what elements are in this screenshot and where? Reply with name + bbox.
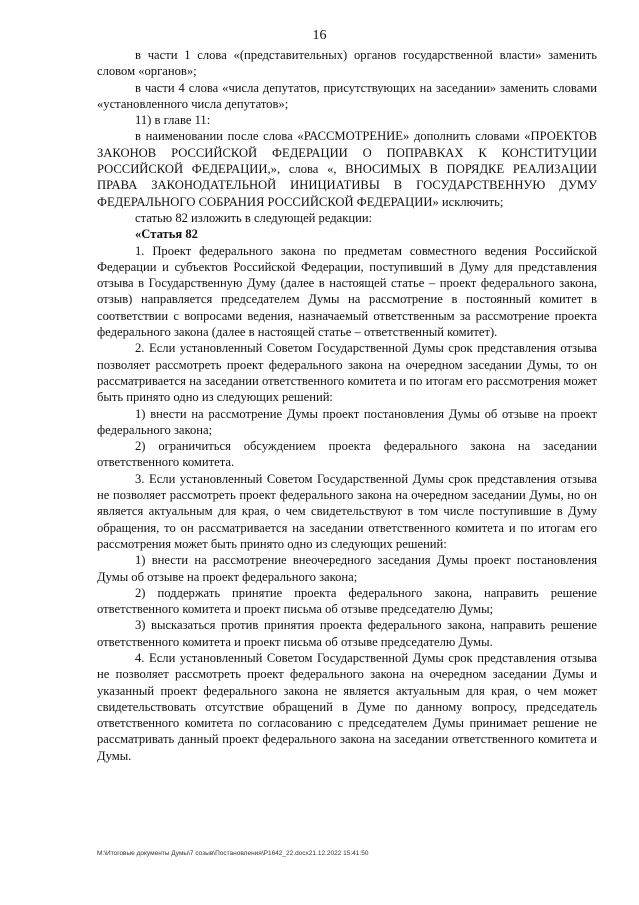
- paragraph: в части 4 слова «числа депутатов, присутствующих на заседании» заменить словами «установленного числа депутатов»;: [97, 80, 597, 111]
- paragraph: 11) в главе 11:: [135, 113, 211, 128]
- article-paragraph: 2) поддержать принятие проекта федерального закона, направить решение ответственного комитета и проект письма об отзыве председателю Думы;: [97, 585, 597, 617]
- article-paragraph: 1) внести на рассмотрение внеочередного заседания Думы проект постановления Думы об отзыве на проект федерального закона;: [97, 553, 597, 584]
- article-paragraph: 3. Если установленный Советом Государственной Думы срок представления отзыва не позволяет рассмотреть проект федерального закона на очередном заседании Думы, но он является актуальным для края, о чем свидетельствуют в том числе поступившие в Думу обращения, то он рассматривается на заседании ответственного комитета и по итогам его рассмотрения может быть принято одно из следующих решений:: [97, 471, 597, 551]
- article-paragraph: 1) внести на рассмотрение Думы проект постановления Думы об отзыве на проект федерального закона;: [97, 406, 597, 437]
- article-paragraph: 4. Если установленный Советом Государственной Думы срок представления отзыва не позволяет рассмотреть проект федерального закона на очередном заседании Думы и указанный проект федерального закона не является актуальным для края, о чем может свидетельствовать отсутствие обращений в Думе по данному вопросу, председатель ответственного комитета по согласованию с председателем Думы принимает решение не рассматривать данный проект федерального закона на заседании ответственного комитета и Думы.: [97, 650, 597, 763]
- file-path-footer: M:\Итоговые документы Думы\7 созыв\Постановления\P1642_22.docx21.12.2022 15:41:50: [97, 850, 369, 857]
- paragraph: статью 82 изложить в следующей редакции:: [135, 210, 373, 225]
- article-title: «Статья 82: [135, 227, 198, 242]
- article-paragraph: 2) ограничиться обсуждением проекта федерального закона на заседании ответственного комитета.: [97, 439, 597, 470]
- article-paragraph: 3) высказаться против принятия проекта федерального закона, направить решение ответственного комитета и проект письма об отзыве председателю Думы.: [97, 618, 597, 649]
- paragraph: в наименовании после слова «РАССМОТРЕНИЕ» дополнить словами «ПРОЕКТОВ ЗАКОНОВ РОССИЙСКОЙ ФЕДЕРАЦИИ О ПОПРАВКАХ К КОНСТИТУЦИИ РОССИЙСКОЙ ФЕДЕРАЦИИ,», слова «, ВНОСИМЫХ В ПОРЯДКЕ РЕАЛИЗАЦИИ ПРАВА ЗАКОНОДАТЕЛЬНОЙ ИНИЦИАТИВЫ В ГОСУДАРСТВЕННУЮ ДУМУ ФЕДЕРАЛЬНОГО СОБРАНИЯ РОССИЙСКОЙ ФЕДЕРАЦИИ» исключить;: [97, 129, 597, 209]
- document-body: [97, 47, 597, 764]
- page-number: 16: [312, 28, 327, 43]
- paragraph: в части 1 слова «(представительных) органов государственной власти» заменить словом «органов»;: [97, 48, 597, 79]
- article-paragraph: 1. Проект федерального закона по предметам совместного ведения Российской Федерации и субъектов Российской Федерации, поступивший в Думу для представления отзыва в Государственную Думу (далее в настоящей статье – проект федерального закона, отзыв) направляется председателем Думы на рассмотрение в постоянный комитет в соответствии с вопросами ведения, назначаемый ответственным за рассмотрение проекта федерального закона (далее в настоящей статье – ответственный комитет).: [97, 243, 597, 340]
- article-paragraph: 2. Если установленный Советом Государственной Думы срок представления отзыва позволяет рассмотреть проект федерального закона на очередном заседании Думы, то он рассматривается на заседании ответственного комитета и по итогам его рассмотрения может быть принято одно из следующих решений:: [97, 341, 597, 405]
